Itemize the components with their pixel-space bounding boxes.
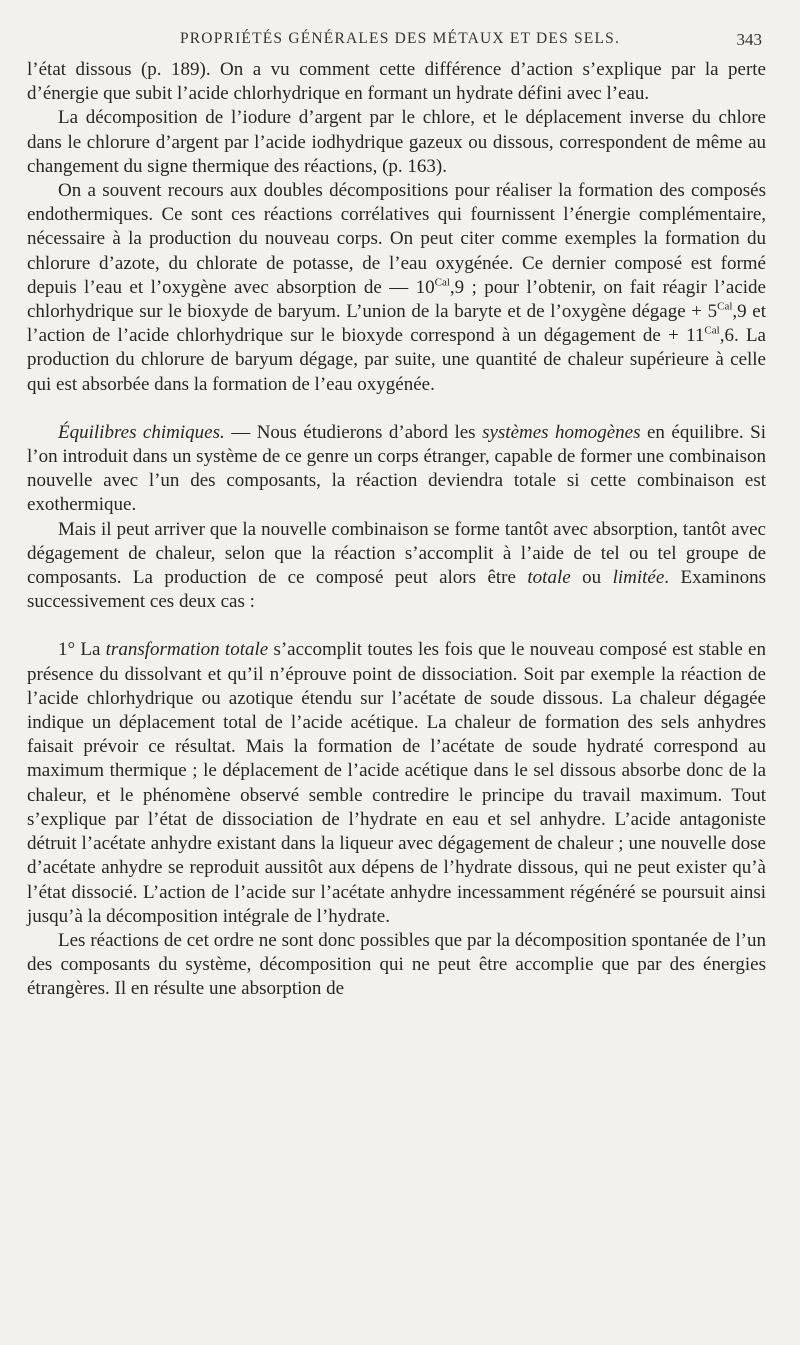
paragraph-6-text-a: 1° La — [58, 639, 106, 661]
running-header — [0, 30, 800, 56]
section-heading-equilibres: Équilibres chimiques. — [58, 421, 225, 443]
running-title: PROPRIÉTÉS GÉNÉRALES DES MÉTAUX ET DES SELS. — [179, 30, 621, 47]
paragraph-3-text-c: ,9 et l’action de l’acide chlorhydrique sur le bioxyde correspond à un dégagement de + 11 — [27, 301, 766, 347]
emphasis-totale: totale — [527, 567, 571, 589]
paragraph-5-text-b: ou — [570, 567, 613, 589]
paragraph-5-text-c: . Examinons successivement ces deux cas : — [27, 567, 766, 613]
emphasis-systemes-homogenes: systèmes homogènes — [482, 421, 641, 443]
paragraph-2: La décomposition de l’iodure d’argent par le chlore, et le déplacement inverse du chlore dans le chlorure d’argent par l’acide iodhydrique gazeux ou dissous, correspondent de même au changement du signe thermique des réactions, (p. 163). — [27, 107, 766, 177]
paragraph-4-text-b: en équilibre. Si l’on introduit dans un système de ce genre un corps étranger, capable de former une combinaison nouvelle avec l’un des composants, la réaction deviendra totale si cette combinaison est exothermique. — [27, 421, 767, 516]
paragraph-7: Les réactions de cet ordre ne sont donc possibles que par la décomposition spontanée de l’un des composants du système, décomposition qui ne peut être accomplie que par des énergies étrangères. Il en résulte une absorption de — [27, 929, 766, 1000]
paragraph-4 — [27, 421, 766, 518]
emphasis-limitee: limitée — [612, 567, 665, 589]
paragraph-4-text-a: — Nous étudierons d’abord les — [224, 421, 483, 443]
paragraph-1: l’état dissous (p. 189). On a vu comment cette différence d’action s’explique par la perte d’énergie que subit l’acide chlorhydrique en formant un hydrate défini avec l’eau. — [27, 59, 766, 105]
paragraph-3-text-d: ,6. La production du chlorure de baryum dégage, par suite, une quantité de chaleur supérieure à celle qui est absorbée dans la formation de l’eau oxygénée. — [27, 325, 766, 395]
page-number: 343 — [736, 30, 762, 49]
paragraph-6-text-b: s’accomplit toutes les fois que le nouveau composé est stable en présence du dissolvant et qu’il n’éprouve point de dissociation. Soit par exemple la réaction de l’acide chlorhydrique ou azotique étendu sur l’acétate de soude dissous. La chaleur dégagée indique un déplacement total de l’acide acétique. La chaleur de formation des sels anhydres faisait prévoir ce résultat. Mais la formation de l’acétate de soude hydraté correspond au maximum thermique ; le déplacement de l’acide acétique dans le sel dissous absorbe donc de la chaleur, et le phénomène observé semble contredire le principe du travail maximum. Tout s’explique par l’état de dissociation de l’hydrate en eau et sel anhydre. L’acide antagoniste détruit l’acétate anhydre existant dans la liqueur avec dégagement de chaleur ; une nouvelle dose d’acétate anhydre se reproduit aussitôt aux dépens de l’hydrate dissous, qui ne peut exister qu’à l’état dissocié. L’action de l’acide sur l’acétate anhydre incessamment régénéré se poursuit ainsi jusqu’à la décomposition intégrale de l’hydrate. — [27, 639, 766, 927]
paragraph-5 — [27, 518, 766, 615]
paragraph-3 — [27, 179, 766, 397]
unit-superscript-1: Cal — [434, 276, 450, 289]
body-text — [27, 58, 766, 1002]
emphasis-transformation-totale: transformation totale — [105, 639, 269, 661]
unit-superscript-3: Cal — [704, 324, 720, 337]
paragraph-3-text-a: On a souvent recours aux doubles décompositions pour réaliser la formation des composés endothermiques. Ce sont ces réactions corrélatives qui fournissent l’énergie complémentaire, nécessaire à la production du nouveau corps. On peut citer comme exemples la formation du chlorure d’azote, du chlorate de potasse, de l’eau oxygénée. Ce dernier composé est formé depuis l’eau et l’oxygène avec absorption de — 10 — [27, 180, 766, 298]
paragraph-6 — [27, 638, 766, 928]
unit-superscript-2: Cal — [717, 300, 733, 313]
paragraph-3-text-b: ,9 ; pour l’obtenir, on fait réagir l’acide chlorhydrique sur le bioxyde de baryum. L’union de la baryte et de l’oxygène dégage + 5 — [27, 276, 766, 323]
paragraph-5-text-a: Mais il peut arriver que la nouvelle combinaison se forme tantôt avec absorption, tantôt avec dégagement de chaleur, selon que la réaction s’accomplit à l’aide de tel ou tel groupe de composants. La production de ce composé peut alors être — [27, 518, 766, 589]
